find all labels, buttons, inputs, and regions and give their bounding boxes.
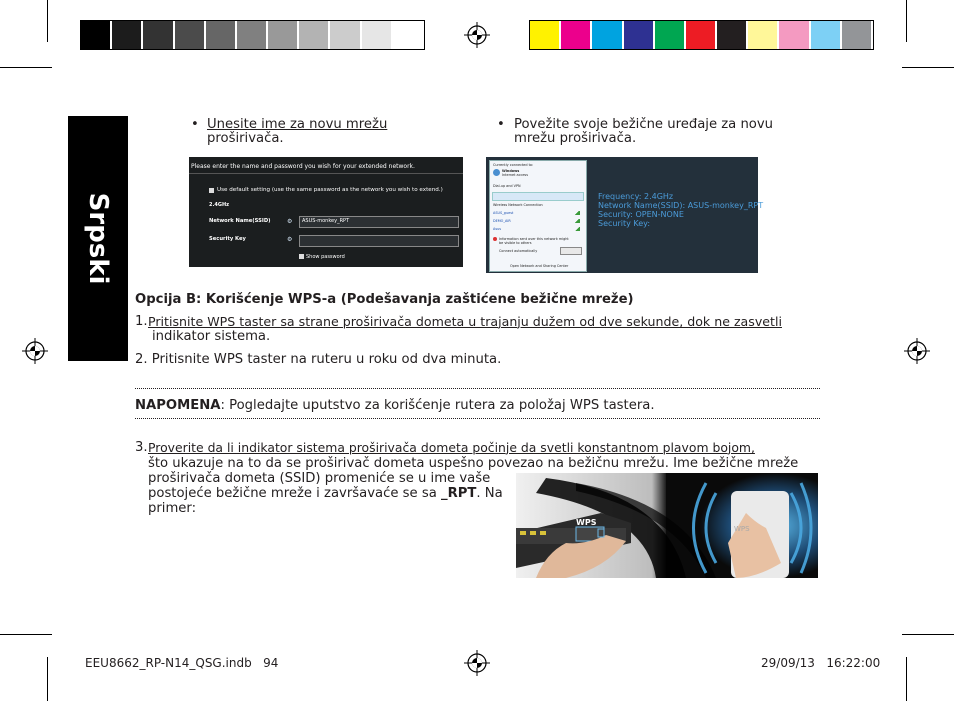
dialup-header: Dial-up and VPN [493,184,521,188]
step-1-bold: Pritisnite WPS taster sa strane proširivača dometa u trajanju dužem od dve sekunde, dok ne zasvetli [148,314,782,329]
color-swatch [624,21,653,49]
footer-file-info: EEU8662_RP-N14_QSG.indb 94 [85,656,279,670]
info-line: Security Key: [598,219,651,228]
connected-name: Windows [502,169,520,173]
color-swatch [143,21,172,49]
color-swatch [686,21,715,49]
dialog-header: Please enter the name and password you wish for your extended network. [191,163,415,170]
warning-icon [493,237,497,241]
step-3-number: 3. [135,440,148,455]
connect-button[interactable] [560,247,582,255]
crop-mark [902,634,954,635]
step-3-line4-a: postojeće bežične mreže i završavaće se sa [148,486,441,501]
bullet-dot: • [497,117,505,132]
ssid-label: Network Name(SSID) [209,218,271,224]
note-divider-top [135,388,820,389]
color-swatch [811,21,840,49]
network-item[interactable]: ASUS_guest [493,211,514,215]
extender-wps-label: WPS [734,525,750,533]
sharing-center-link[interactable]: Open Network and Sharing Center [510,264,569,268]
rpt-suffix: _RPT [440,486,477,501]
color-swatch [175,21,204,49]
color-swatch [530,21,559,49]
footer-date: 29/09/13 16:22:00 [761,656,881,670]
note-label: NAPOMENA [135,398,221,413]
color-swatch [717,21,746,49]
connected-status: Internet access [502,173,528,177]
crop-mark [0,634,52,635]
network-icon [493,169,500,176]
currently-connected: Currently connected to: [493,163,534,167]
info-line: Security: OPEN-NONE [598,210,684,219]
color-bar [529,20,874,50]
registration-mark-icon [464,22,490,48]
step-3-line5: primer: [148,501,197,516]
color-swatch [842,21,871,49]
network-item[interactable]: DEMO_AIR [493,219,511,223]
bullet-2-line2: mrežu proširivača. [514,131,637,146]
color-swatch [592,21,621,49]
color-swatch [655,21,684,49]
bullet-dot: • [191,117,199,132]
wireless-header: Wireless Network Connection [493,203,543,207]
color-swatch [81,21,110,49]
signal-icon [574,227,580,231]
band-label: 2.4GHz [209,202,230,208]
info-line: Frequency: 2.4GHz [598,192,674,201]
step-1-cont: indikator sistema. [152,329,271,344]
step-3-bold: Proverite da li indikator sistema proširivača dometa počinje da svetli konstantnom plavom bojom, [148,440,755,455]
default-setting-checkbox[interactable] [209,188,214,193]
registration-mark-icon [22,338,48,364]
bullet-1-line1: Unesite ime za novu mrežu [207,117,388,132]
selected-network-row[interactable] [492,192,584,201]
network-item[interactable]: Asus [493,227,502,231]
extended-network-dialog [189,157,463,267]
wireless-networks-screenshot [486,157,764,273]
color-swatch [748,21,777,49]
ssid-input-value: ASUS-monkey_RPT [302,218,350,224]
color-swatch [393,21,422,49]
signal-icon [574,219,580,223]
show-password-label: Show password [306,254,345,260]
step-2: 2. Pritisnite WPS taster na ruteru u roku od dva minuta. [135,352,502,367]
bullet-2-line1: Povežite svoje bežične uređaje za novu [514,117,774,132]
note-divider-bottom [135,418,820,419]
color-swatch [237,21,266,49]
language-tab [68,116,128,361]
key-label: Security Key [209,236,246,242]
signal-icon [574,211,580,215]
info-line: Network Name(SSID): ASUS-monkey_RPT [598,201,764,210]
warning-text: Information sent over this network might be visible to others [499,237,569,245]
color-swatch [362,21,391,49]
dialog-divider [189,173,463,174]
show-password-checkbox[interactable] [299,254,304,259]
key-info-icon: ⚙ [287,236,293,243]
crop-mark [0,67,52,68]
language-tab-label: Srpski [83,192,113,285]
note-body: : Pogledajte uputstvo za korišćenje rutera za položaj WPS tastera. [220,398,655,413]
auto-connect-label: Connect automatically [499,249,538,253]
registration-mark-icon [464,650,490,676]
color-swatch [299,21,328,49]
step-1-number: 1. [135,314,148,329]
crop-mark [902,67,954,68]
color-swatch [268,21,297,49]
router-wps-label: WPS [576,518,597,527]
step-3-line4-c: . Na [476,486,503,501]
note-text [135,398,655,413]
wps-button-photo [516,473,818,578]
crop-mark [906,0,907,42]
bullet-1-line2: proširivača. [207,131,284,146]
color-swatch [330,21,359,49]
step-3-line3: proširivača dometa (SSID) promeniće se u ime vaše [148,471,491,486]
color-swatch [561,21,590,49]
ssid-info-icon: ⚙ [287,218,293,225]
wps-illustration [516,473,818,578]
crop-mark [47,657,48,701]
grayscale-bar [80,20,425,50]
registration-mark-icon [904,338,930,364]
color-swatch [112,21,141,49]
color-swatch [206,21,235,49]
step-3-line4 [148,486,503,501]
default-setting-label: Use default setting (use the same password as the network you wish to extend.) [217,187,443,193]
step-3-line2: što ukazuje na to da se proširivač dometa uspešno povezao na bežičnu mrežu. Ime bežične mreže [148,456,799,471]
color-swatch [779,21,808,49]
option-b-title: Opcija B: Korišćenje WPS-a (Podešavanja zaštićene bežične mreže) [135,292,634,307]
crop-mark [47,0,48,42]
crop-mark [906,657,907,701]
wifi-list-panel [489,160,587,272]
key-input[interactable] [299,235,459,247]
